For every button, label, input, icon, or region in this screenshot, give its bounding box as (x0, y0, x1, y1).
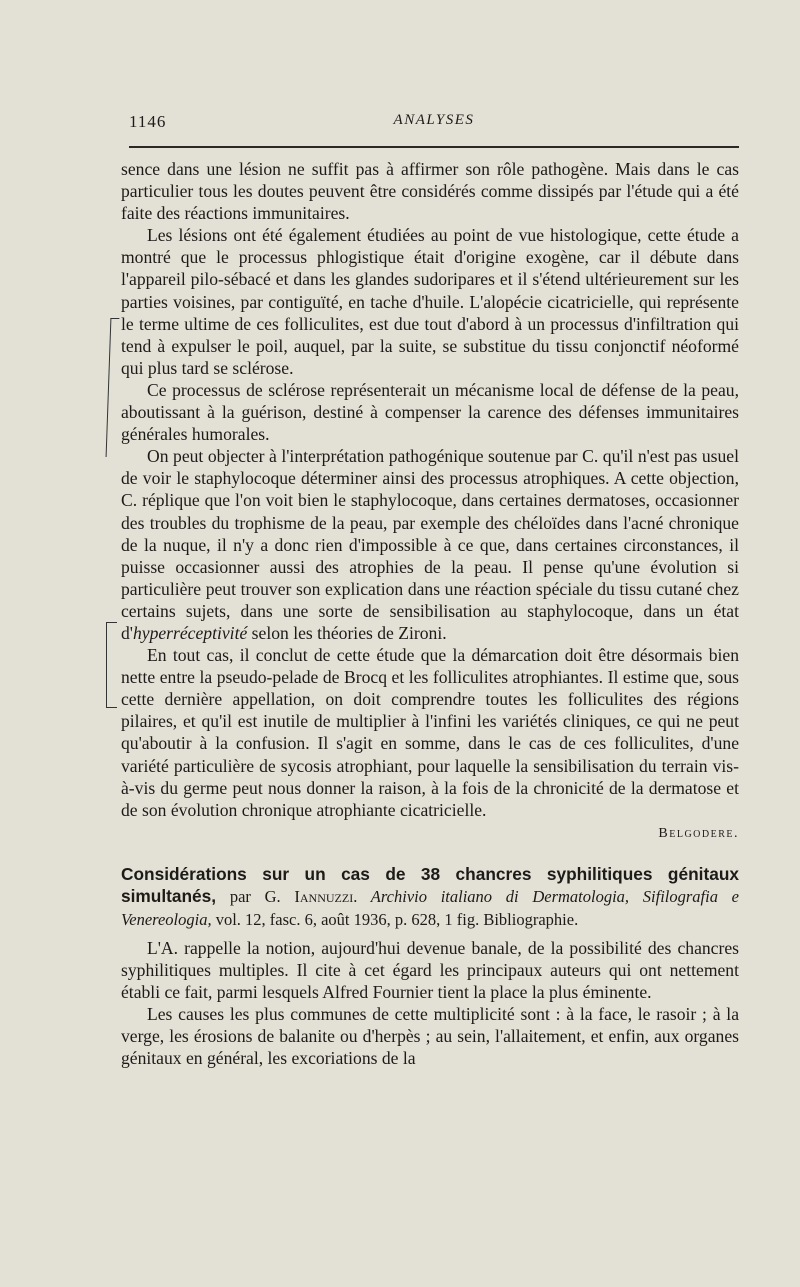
entry-par: par (216, 886, 265, 906)
paragraph: Les causes les plus communes de cette multiplicité sont : à la face, le rasoir ; à la verge, les érosions de balanite ou d'herpès ; au sein, l'allaitement, et enfin, aux organes génitaux en général, les excoriations de la (121, 1004, 739, 1069)
entry-details: vol. 12, fasc. 6, août 1936, p. 628, 1 fig. Bibliographie. (211, 909, 579, 929)
page-header (129, 112, 739, 136)
paragraph: En tout cas, il conclut de cette étude que la démarcation doit être désormais bien nette entre la pseudo-pelade de Brocq et les folliculites atrophiantes. Il estime que, sous cette dernière appellation, on doit comprendre toutes les folliculites des régions pilaires, et qu'il est inutile de multiplier à l'infini les variétés cliniques, ce qui ne peut qu'aboutir à la confusion. Il s'agit en somme, dans le cas de ces folliculites, d'une variété particulière de sycosis atrophiant, pour laquelle la sensibilisation du terrain vis-à-vis du germe peut nous donner la raison, à la fois de la chronicité de la dermatose et de son évolution chronique atrophiante cicatricielle. (121, 645, 739, 820)
entry-title-text: Considérations sur un cas de 38 chancres syphilitiques génitaux simultanés, (121, 863, 739, 906)
entry-journal: Archivio italiano di Dermatologia, Sifilografia e Venereologia, (121, 886, 739, 929)
margin-bracket (106, 622, 117, 708)
italic-term: hyperréceptivité (132, 622, 248, 643)
running-title: ANALYSES (393, 112, 475, 128)
paragraph-text: selon les théories de Zironi. (247, 622, 447, 643)
body-text (121, 158, 739, 1069)
margin-bracket (106, 318, 120, 457)
signature: Belgodere. (658, 825, 739, 841)
entry-body (121, 937, 739, 1070)
entry-title (121, 863, 739, 931)
paragraph: Les lésions ont été également étudiées au point de vue histologique, cette étude a montré que le processus phlogistique était d'origine exogène, car il débute dans l'appareil pilo-sébacé et dans les glandes sudoripares et il s'étend ultérieurement sur les parties voisines, par contiguïté, en tache d'huile. L'alopécie cicatricielle, qui représente le terme ultime de ces folliculites, est due tout d'abord à un processus d'infiltration qui tend à expulser le poil, auquel, par la suite, se substitue du tissu conjonctif néoformé qui plus tard se sclérose. (121, 225, 739, 378)
paragraph-text: On peut objecter à l'interprétation pathogénique soutenue par C. qu'il n'est pas usuel de voir le staphylocoque déterminer ainsi des processus atrophiques. A cette objection, C. réplique que l'on voit bien le staphylocoque, dans certaines dermatoses, occasionner des troubles du trophisme de la peau, par exemple des chéloïdes dans l'acné chronique de la nuque, il n'y a donc rien d'impossible à ce que, dans certaines circonstances, il puisse occasionner aussi des atrophies de la peau. Il pense qu'une évolution si particulière peut trouver son explication dans une réaction spéciale du tissu cutané chez certains sujets, dans une sorte de sensibilisation au staphylocoque, dans un état d' (121, 446, 739, 643)
paragraph: Ce processus de sclérose représenterait un mécanisme local de défense de la peau, aboutissant à la guérison, destiné à compenser la carence des défenses immunitaires générales humorales. (121, 379, 739, 445)
page-number: 1146 (129, 112, 167, 131)
paragraph (121, 445, 739, 644)
entry-author: G. Iannuzzi. (264, 886, 358, 906)
paragraph: sence dans une lésion ne suffit pas à affirmer son rôle pathogène. Mais dans le cas particulier tous les doutes peuvent être considérés comme dissipés par l'étude qui a été faite des réactions immunitaires. (121, 159, 739, 224)
header-rule (129, 146, 739, 148)
paragraph: L'A. rappelle la notion, aujourd'hui devenue banale, de la possibilité des chancres syphilitiques multiples. Il cite à cet égard les principaux auteurs qui ont nettement établi ce fait, parmi lesquels Alfred Fournier tient la place la plus éminente. (121, 937, 739, 1003)
